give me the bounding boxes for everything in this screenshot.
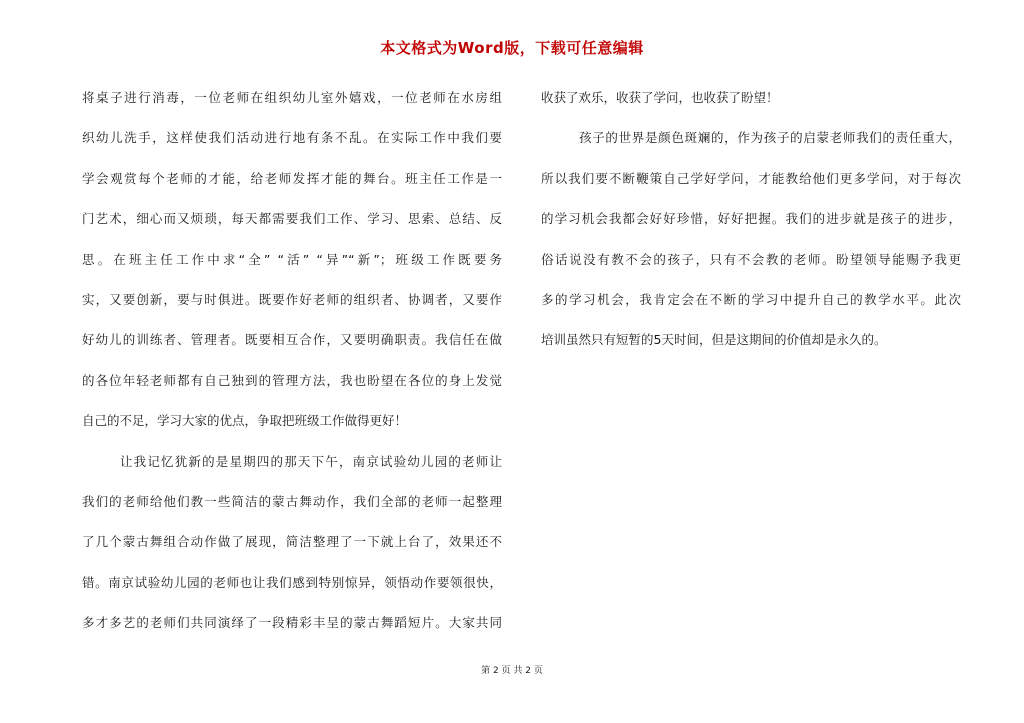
text-line: 让我记忆犹新的是星期四的那天下午，南京试验幼儿园的老师让 [120,453,502,469]
text-line: 孩子的世界是颜色斑斓的，作为孩子的启蒙老师我们的责任重大， [579,130,961,146]
text-line: 俗话说没有教不会的孩子，只有不会教的老师。盼望领导能赐予我更 [541,251,961,267]
text-line: 思。在班主任工作中求“全” “活” “异”“新”；班级工作既要务 [82,251,502,267]
text-line: 多才多艺的老师们共同演绎了一段精彩丰呈的蒙古舞蹈短片。大家共同 [82,615,502,631]
text-line: 自己的不足，学习大家的优点，争取把班级工作做得更好！ [82,413,408,429]
text-line: 的各位年轻老师都有自己独到的管理方法，我也盼望在各位的身上发觉 [82,372,502,388]
text-line: 了几个蒙古舞组合动作做了展现，简洁整理了一下就上台了，效果还不 [82,534,502,550]
text-line: 所以我们要不断鞭策自己学好学问，才能教给他们更多学问，对于每次 [541,170,961,186]
text-line: 错。南京试验幼儿园的老师也让我们感到特别惊异，领悟动作要领很快， [82,574,502,590]
text-line: 学会观赏每个老师的才能，给老师发挥才能的舞台。班主任工作是一 [82,170,502,186]
document-header-title: 本文格式为Word版，下载可任意编辑 [380,39,644,57]
text-line: 多的学习机会，我肯定会在不断的学习中提升自己的教学水平。此次 [541,291,961,307]
text-line: 门艺术，细心而又烦琐，每天都需要我们工作、学习、思索、总结、反 [82,211,502,227]
text-line: 织幼儿洗手，这样使我们活动进行地有条不乱。在实际工作中我们要 [82,130,502,146]
text-line: 实，又要创新，要与时俱进。既要作好老师的组织者、协调者，又要作 [82,291,502,307]
text-line: 收获了欢乐，收获了学问，也收获了盼望！ [541,90,779,105]
text-line: 培训虽然只有短暂的5天时间，但是这期间的价值却是永久的。 [541,332,887,348]
text-line: 好幼儿的训练者、管理者。既要相互合作，又要明确职责。我信任在做 [82,332,502,348]
text-line: 我们的老师给他们教一些简洁的蒙古舞动作，我们全部的老师一起整理 [82,493,502,509]
text-line: 的学习机会我都会好好珍惜，好好把握。我们的进步就是孩子的进步， [541,211,961,227]
page-number: 第 2 页 共 2 页 [481,666,543,676]
left-text-column [82,78,502,643]
text-line: 将桌子进行消毒，一位老师在组织幼儿室外嬉戏，一位老师在水房组 [82,90,502,105]
right-text-column [541,78,961,361]
